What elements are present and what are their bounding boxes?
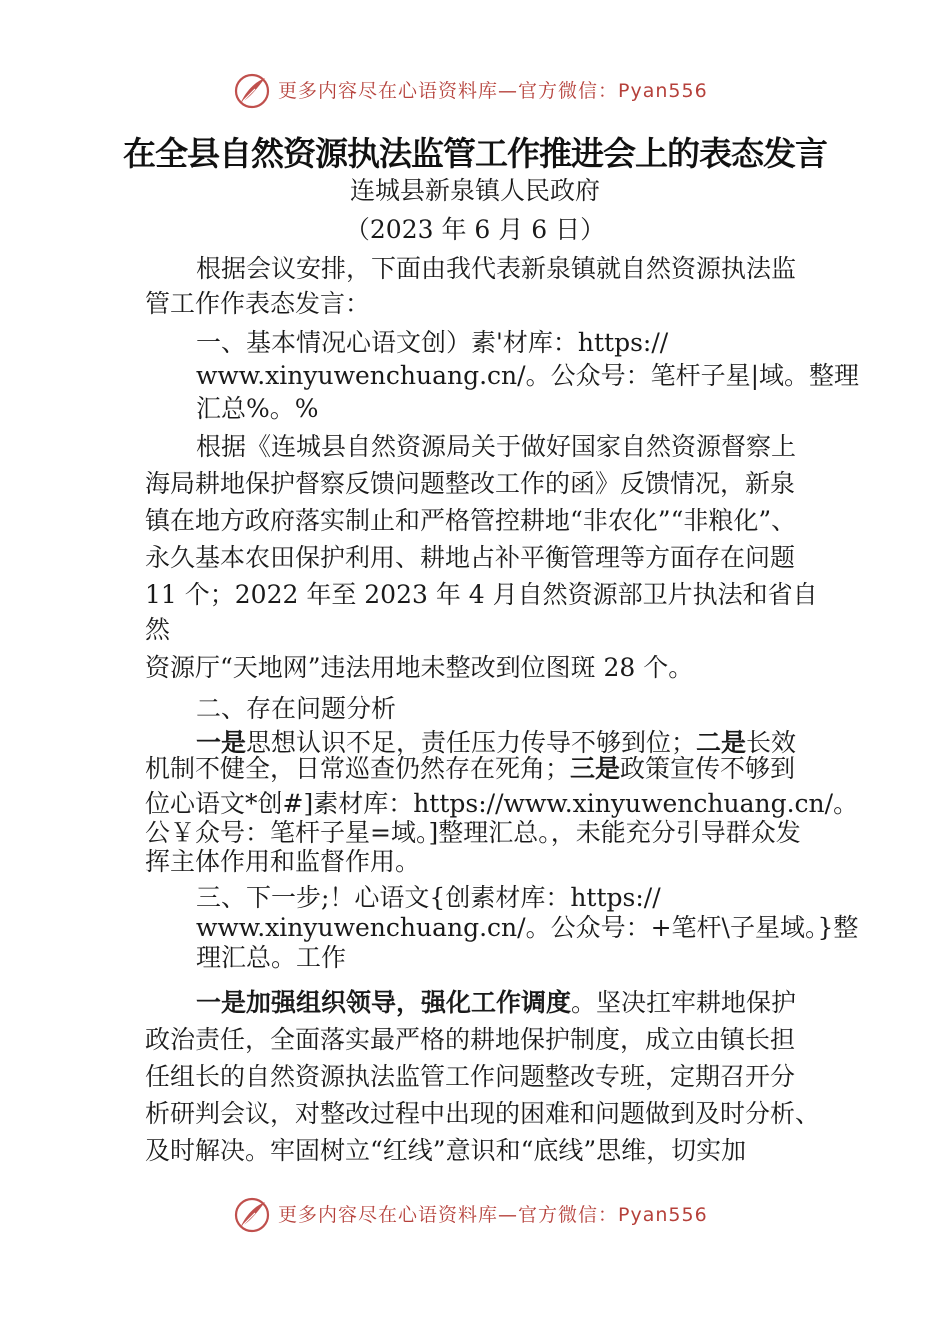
paragraph-line: 管工作作表态发言： <box>145 289 371 318</box>
footer-banner <box>0 1192 950 1236</box>
bold-lead: 一是 <box>196 728 247 757</box>
section-heading: www.xinyuwenchuang.cn/。公众号：笔杆子星|域。整理 <box>196 361 860 390</box>
section-heading: 汇总%。% <box>196 394 319 423</box>
paragraph-line: 11 个；2022 年至 2023 年 4 月自然资源部卫片执法和省自 <box>145 580 818 609</box>
paragraph-line: 政治责任，全面落实最严格的耕地保护制度，成立由镇长担 <box>145 1025 796 1054</box>
header-banner <box>0 68 950 112</box>
section-heading: 三、下一步;！心语文{创素材库：https:// <box>196 883 661 912</box>
section-heading: www.xinyuwenchuang.cn/。公众号：+笔杆\子星域。}整 <box>196 913 859 942</box>
paragraph-line: 然 <box>145 615 171 644</box>
section-heading: 一、基本情况心语文创）素'材库：https:// <box>196 328 669 357</box>
paragraph-line: 机制不健全，日常巡查仍然存在死角；三是政策宣传不够到 <box>145 754 796 783</box>
section-heading: 理汇总。工作 <box>196 943 347 972</box>
feather-pen-logo-icon <box>233 1196 271 1234</box>
paragraph-line: 位心语文*创#]素材库：https://www.xinyuwenchuang.cn/。 <box>145 789 859 818</box>
paragraph-line: 根据《连城县自然资源局关于做好国家自然资源督察上 <box>196 432 797 461</box>
paragraph-line: 一是加强组织领导，强化工作调度。坚决扛牢耕地保护 <box>196 988 797 1017</box>
paragraph-line: 公￥众号：笔杆子星=域。]整理汇总。，未能充分引导群众发 <box>145 818 801 847</box>
paragraph-line: 一是思想认识不足，责任压力传导不够到位；二是长效 <box>196 728 797 757</box>
paragraph-line: 及时解决。牢固树立“红线”意识和“底线”思维，切实加 <box>145 1136 747 1165</box>
document-title: 在全县自然资源执法监管工作推进会上的表态发言 <box>123 134 827 173</box>
paragraph-line: 挥主体作用和监督作用。 <box>145 847 421 876</box>
paragraph-line: 海局耕地保护督察反馈问题整改工作的函》反馈情况，新泉 <box>145 469 796 498</box>
paragraph-line: 镇在地方政府落实制止和严格管控耕地“非农化”“非粮化”、 <box>145 506 797 535</box>
paragraph-line: 析研判会议，对整改过程中出现的困难和问题做到及时分析、 <box>145 1099 821 1128</box>
banner-text: 更多内容尽在心语资料库—官方微信：Pyan556 <box>278 1204 708 1226</box>
bold-lead: 一是加强组织领导，强化工作调度 <box>196 988 572 1017</box>
paragraph-line: 永久基本农田保护利用、耕地占补平衡管理等方面存在问题 <box>145 543 796 572</box>
section-heading: 二、存在问题分析 <box>196 694 397 723</box>
author: 连城县新泉镇人民政府 <box>349 176 600 205</box>
banner-text: 更多内容尽在心语资料库—官方微信：Pyan556 <box>278 80 708 102</box>
paragraph-line: 资源厅“天地网”违法用地未整改到位图斑 28 个。 <box>145 653 694 682</box>
date: （2023 年 6 月 6 日） <box>344 215 606 244</box>
paragraph-line: 任组长的自然资源执法监管工作问题整改专班，定期召开分 <box>145 1062 796 1091</box>
bold-lead: 三是 <box>570 754 621 783</box>
feather-pen-logo-icon <box>233 72 271 110</box>
bold-lead: 二是 <box>696 728 747 757</box>
paragraph-line: 根据会议安排，下面由我代表新泉镇就自然资源执法监 <box>196 254 797 283</box>
